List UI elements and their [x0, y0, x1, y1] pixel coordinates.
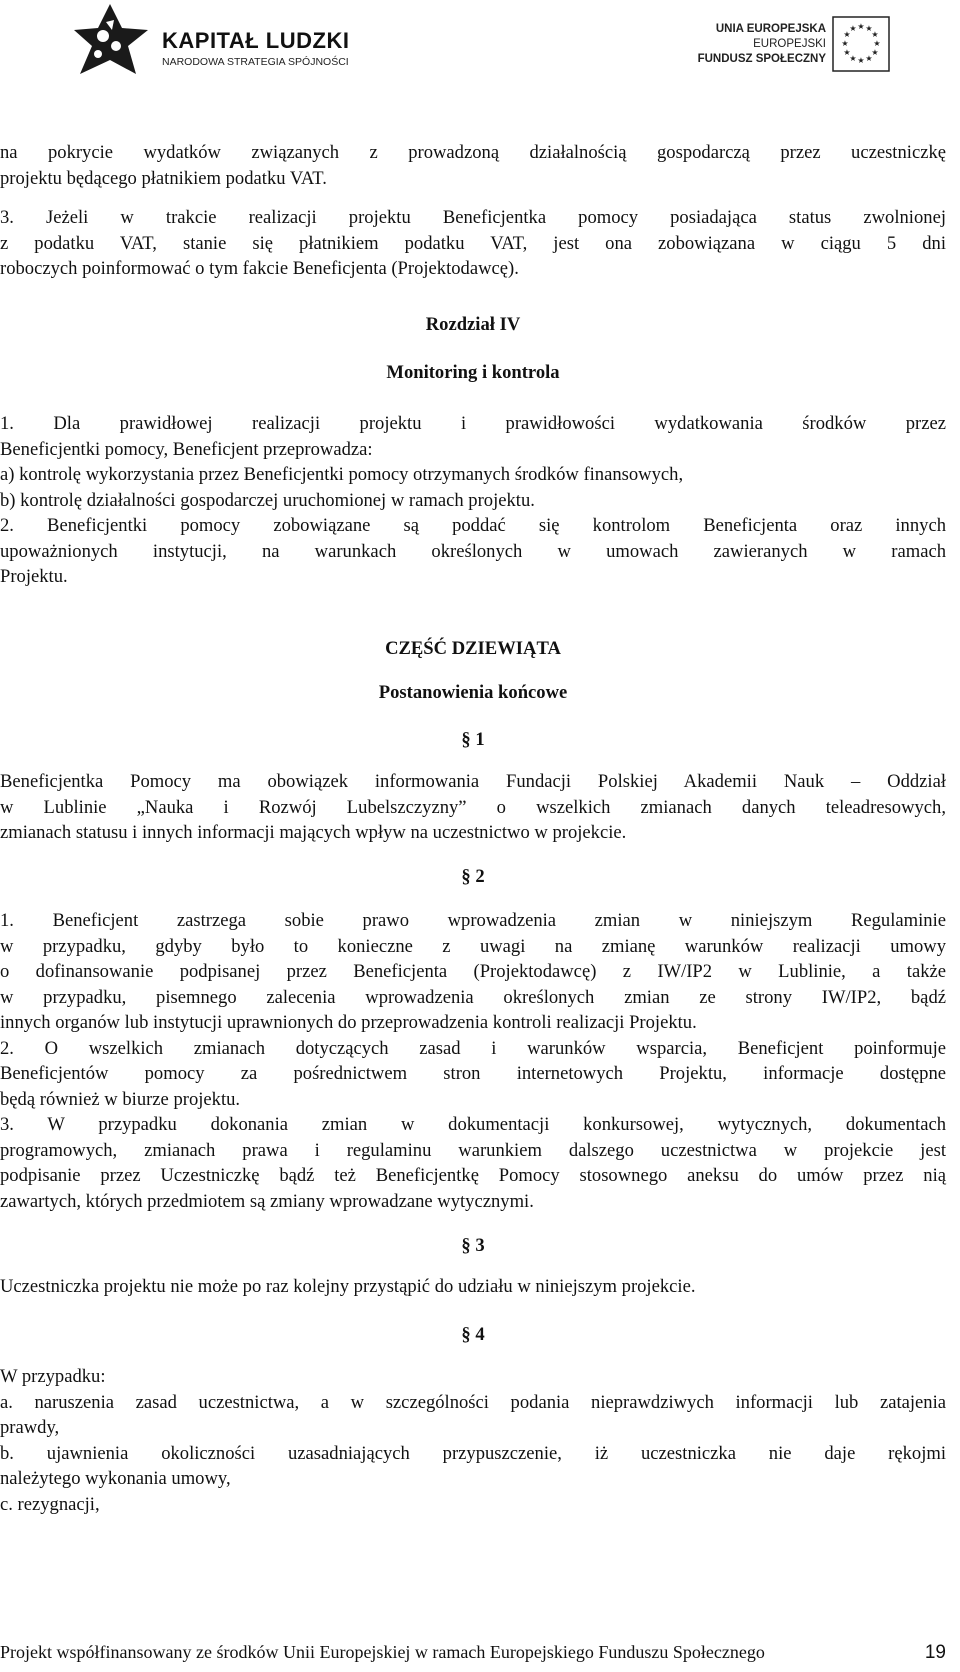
text-line: W przypadku: — [0, 1366, 106, 1387]
text-line: w przypadku, pisemnego zalecenia wprowadzenia określonych zmian ze strony IW/IP2, bądź — [0, 986, 946, 1008]
text-line: 1. Dla prawidłowej realizacji projektu i prawidłowości wydatkowania środków przez — [0, 413, 946, 434]
eu-logo-line2: EUROPEJSKI — [753, 38, 826, 50]
section-4-text — [0, 1364, 946, 1517]
text-line: 3. W przypadku dokonania zmian w dokumentacji konkursowej, wytycznych, dokumentach — [0, 1114, 946, 1135]
kapital-ludzki-logo — [70, 2, 350, 82]
eu-logo-line1: UNIA EUROPEJSKA — [715, 23, 826, 35]
footer-text: Projekt współfinansowany ze środków Unii Europejskiej w ramach Europejskiego Funduszu Społecznego — [0, 1642, 765, 1662]
svg-text:★: ★ — [865, 24, 873, 33]
text-line: z podatku VAT, stanie się płatnikiem podatku VAT, jest ona zobowiązana w ciągu 5 dni — [0, 232, 946, 254]
text-line: zmianach statusu i innych informacji mających wpływ na uczestnictwo w projekcie. — [0, 822, 627, 843]
text-line: b) kontrolę działalności gospodarczej uruchomionej w ramach projektu. — [0, 489, 535, 511]
kapital-ludzki-star-icon — [70, 2, 156, 82]
text-line: zawartych, których przedmiotem są zmiany wprowadzane wytycznymi. — [0, 1190, 534, 1212]
text-line: upoważnionych instytucji, na warunkach określonych w umowach zawieranych w ramach — [0, 540, 946, 562]
text-line: prawdy, — [0, 1417, 60, 1438]
monitoring-section — [0, 411, 946, 590]
text-line: 3. Jeżeli w trakcie realizacji projektu Beneficjentka pomocy posiadająca status zwolnionej — [0, 207, 946, 228]
text-line: b. ujawnienia okoliczności uzasadniających przypuszczenie, iż uczestniczka nie daje rękojmi — [0, 1442, 946, 1464]
svg-text:★: ★ — [841, 39, 849, 48]
svg-text:★: ★ — [857, 22, 865, 31]
text-line: 2. O wszelkich zmianach dotyczących zasad i warunków wsparcia, Beneficjent poinformuje — [0, 1037, 946, 1059]
text-line: o dofinansowanie podpisanej przez Beneficjenta (Projektodawcę) z IW/IP2 w Lublinie, a także — [0, 961, 946, 982]
section-2-text — [0, 908, 946, 1214]
chapter-title: Rozdział IV — [425, 314, 521, 335]
text-line: programowych, zmianach prawa i regulaminu warunkiem dalszego uczestnictwa w projekcie jest — [0, 1139, 946, 1161]
part-title: CZĘŚĆ DZIEWIĄTA — [385, 638, 561, 659]
chapter-subtitle: Monitoring i kontrola — [386, 362, 560, 383]
eu-flag-icon — [832, 16, 890, 72]
svg-text:★: ★ — [871, 48, 879, 57]
text-line: Projektu. — [0, 566, 68, 587]
eu-logo-text — [698, 22, 826, 67]
svg-text:★: ★ — [849, 24, 857, 33]
svg-text:★: ★ — [871, 30, 879, 39]
text-line: c. rezygnacji, — [0, 1493, 100, 1515]
section-2-heading: § 2 — [461, 866, 485, 887]
text-line: będą również w biurze projektu. — [0, 1088, 241, 1110]
svg-text:★: ★ — [873, 39, 881, 48]
part-subtitle: Postanowienia końcowe — [378, 682, 568, 703]
section-3-heading: § 3 — [461, 1235, 485, 1256]
text-line: 2. Beneficjentki pomocy zobowiązane są poddać się kontrolom Beneficjenta oraz innych — [0, 515, 946, 536]
text-line: w przypadku, gdyby było to konieczne z uwagi na zmianę warunków realizacji umowy — [0, 935, 946, 957]
kapital-ludzki-title: KAPITAŁ LUDZKI — [162, 28, 350, 53]
text-line: Beneficjentka Pomocy ma obowiązek informowania Fundacji Polskiej Akademii Nauk – Oddział — [0, 771, 946, 792]
eu-logo — [660, 16, 890, 76]
kapital-ludzki-subtitle: NARODOWA STRATEGIA SPÓJNOŚCI — [162, 56, 349, 68]
text-line: a. naruszenia zasad uczestnictwa, a w szczególności podania nieprawdziwych informacji lub zatajenia — [0, 1391, 946, 1413]
svg-text:★: ★ — [843, 30, 851, 39]
text-line: Beneficjentki pomocy, Beneficjent przeprowadza: — [0, 438, 373, 460]
text-line: Beneficjentów pomocy za pośrednictwem stron internetowych Projektu, informacje dostępne — [0, 1063, 946, 1084]
section-4-heading: § 4 — [461, 1324, 485, 1345]
svg-text:★: ★ — [849, 54, 857, 63]
svg-text:★: ★ — [857, 56, 865, 65]
paragraph-3 — [0, 205, 946, 282]
text-line: na pokrycie wydatków związanych z prowadzoną działalnością gospodarczą przez uczestniczkę — [0, 142, 946, 163]
text-line: roboczych poinformować o tym fakcie Beneficjenta (Projektodawcę). — [0, 258, 519, 279]
section-1-text — [0, 769, 946, 846]
eu-logo-line3: FUNDUSZ SPOŁECZNY — [697, 53, 826, 65]
page-footer — [0, 1642, 946, 1668]
svg-text:★: ★ — [865, 54, 873, 63]
section-3-text: Uczestniczka projektu nie może po raz kolejny przystąpić do udziału w niniejszym projekcie. — [0, 1276, 696, 1297]
page-number: 19 — [924, 1642, 946, 1663]
text-line: 1. Beneficjent zastrzega sobie prawo wprowadzenia zmian w niniejszym Regulaminie — [0, 910, 946, 931]
text-line: w Lublinie „Nauka i Rozwój Lubelszczyzny” o wszelkich zmianach danych teleadresowych, — [0, 796, 946, 818]
text-line: projektu będącego płatnikiem podatku VAT. — [0, 167, 327, 189]
text-line: podpisanie przez Uczestniczkę bądź też Beneficjentkę Pomocy stosownego aneksu do umów przez nią — [0, 1165, 946, 1186]
text-line: a) kontrolę wykorzystania przez Beneficjentki pomocy otrzymanych środków finansowych, — [0, 464, 684, 485]
svg-text:★: ★ — [843, 48, 851, 57]
text-line: innych organów lub instytucji uprawnionych do przeprowadzenia kontroli realizacji Projektu. — [0, 1012, 697, 1033]
text-line: należytego wykonania umowy, — [0, 1468, 231, 1489]
section-1-heading: § 1 — [461, 729, 485, 750]
continuation-paragraph — [0, 140, 946, 191]
